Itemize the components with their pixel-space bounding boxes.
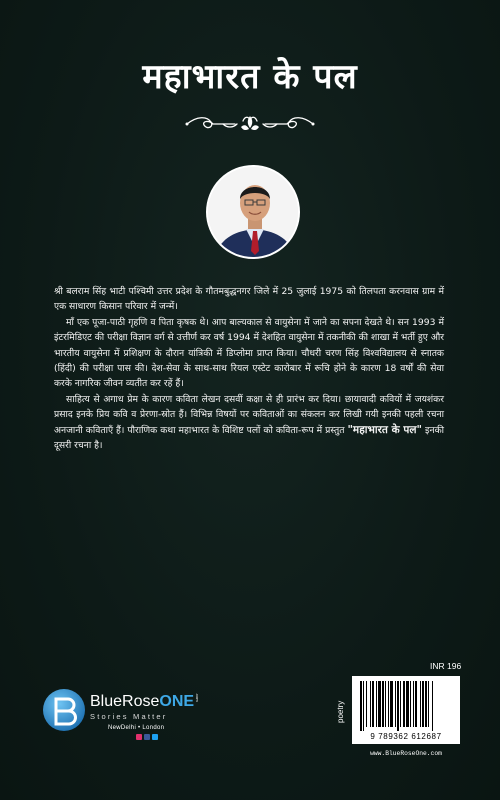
publisher-website: www.BlueRoseOne.com — [370, 750, 442, 757]
barcode-icon — [358, 681, 454, 731]
price-label: INR 196 — [430, 661, 462, 671]
publisher-name-main: BlueRose — [90, 693, 160, 710]
barcode-bar — [376, 681, 377, 727]
barcode-bar — [415, 681, 417, 727]
bio-paragraph-2: माँ एक पूजा-पाठी गृहणि व पिता कृषक थे। आप बाल्यकाल से वायुसेना में जाने का सपना देखते थे। सन 1993 में इंटरमिडिएट की परीक्षा विज्ञान वर्ग से उत्तीर्ण कर वर्ष 1994 में देशहित वायुसेना में तकनीकी की शाखा में भर्ती हुए और भारतीय वायुसेना में प्रशिक्षण के दौरान यांत्रिकी में डिप्लोमा प्राप्त किया। चौधरी चरण सिंह विश्वविद्यालय से स्नातक (हिंदी) की परीक्षा पास की। देश-सेवा के साथ-साथ रियल एस्टेट कारोबार में रूचि होने के कारण 18 वर्षों की सेवा करके नागरिक जीवन व्यतीत कर रहें हैं। — [54, 316, 444, 390]
bio-paragraph-1: श्री बलराम सिंह भाटी पश्चिमी उत्तर प्रदेश के गौतमबुद्धनगर जिले में 25 जुलाई 1975 को तिलपता करनवास ग्राम में एक साधारण किसान परिवार में जन्में। — [54, 286, 444, 313]
bio-paragraph-3-start: साहित्य से अगाध प्रेम के कारण कविता लेखन दसवीं कक्षा से ही प्रारंभ कर दिया। छायावादी कवियों में जयशंकर प्रसाद इनके प्रिय कवि व प्रेरणा-स्रोत हैं। विभिन्न विषयों पर कविताओं का संकलन कर लिखी गयी इनकी पहली रचना अनजानी कविताएँ हैं। पौराणिक कथा महाभारत के विशिष्ट पलों को कविता-रूप में प्रस्तुत — [54, 393, 444, 436]
book-title: महाभारत के पल — [142, 57, 358, 97]
barcode-bar — [406, 681, 409, 727]
barcode-bar — [410, 681, 411, 727]
bio-paragraph-3-end: इनकी दूसरी रचना है। — [54, 424, 445, 452]
barcode-bar — [420, 681, 421, 727]
publisher-logo-icon — [42, 688, 86, 732]
author-photo — [206, 165, 300, 259]
social-icons — [136, 734, 158, 740]
barcode-bar — [378, 681, 381, 727]
twitter-icon — [152, 734, 158, 740]
barcode-bar — [422, 681, 424, 727]
barcode-bar — [363, 681, 364, 731]
publisher-logo — [42, 684, 232, 744]
publisher-name-one: ONE — [159, 693, 195, 710]
flourish-ornament-icon — [183, 112, 317, 136]
genre-label: poetry — [336, 700, 345, 724]
instagram-icon — [136, 734, 142, 740]
barcode-bar — [413, 681, 414, 727]
barcode-bar — [366, 681, 367, 727]
barcode-bar — [388, 681, 389, 727]
barcode-bar — [428, 681, 429, 727]
barcode-bar — [370, 681, 371, 727]
barcode-bar — [425, 681, 427, 727]
publisher-tagline: Stories Matter — [90, 712, 168, 721]
publisher-domain: .com — [195, 693, 201, 702]
publisher-cities: NewDelhi • London — [108, 725, 165, 731]
author-bio — [54, 284, 444, 453]
bio-paragraph-3 — [54, 392, 444, 454]
barcode-bar — [390, 681, 393, 727]
barcode-bar — [372, 681, 374, 727]
barcode-bar — [432, 681, 433, 731]
barcode-bar — [360, 681, 362, 731]
facebook-icon — [144, 734, 150, 740]
barcode — [352, 676, 460, 744]
barcode-bar — [385, 681, 386, 727]
barcode-bar — [382, 681, 384, 727]
publisher-name — [90, 693, 200, 711]
barcode-bar — [395, 681, 396, 727]
barcode-bar — [403, 681, 405, 727]
book-title-quote: "महाभारत के पल" — [347, 423, 422, 436]
barcode-bar — [397, 681, 399, 731]
barcode-bar — [400, 681, 401, 727]
isbn-number: 9 789362 612687 — [370, 732, 442, 741]
